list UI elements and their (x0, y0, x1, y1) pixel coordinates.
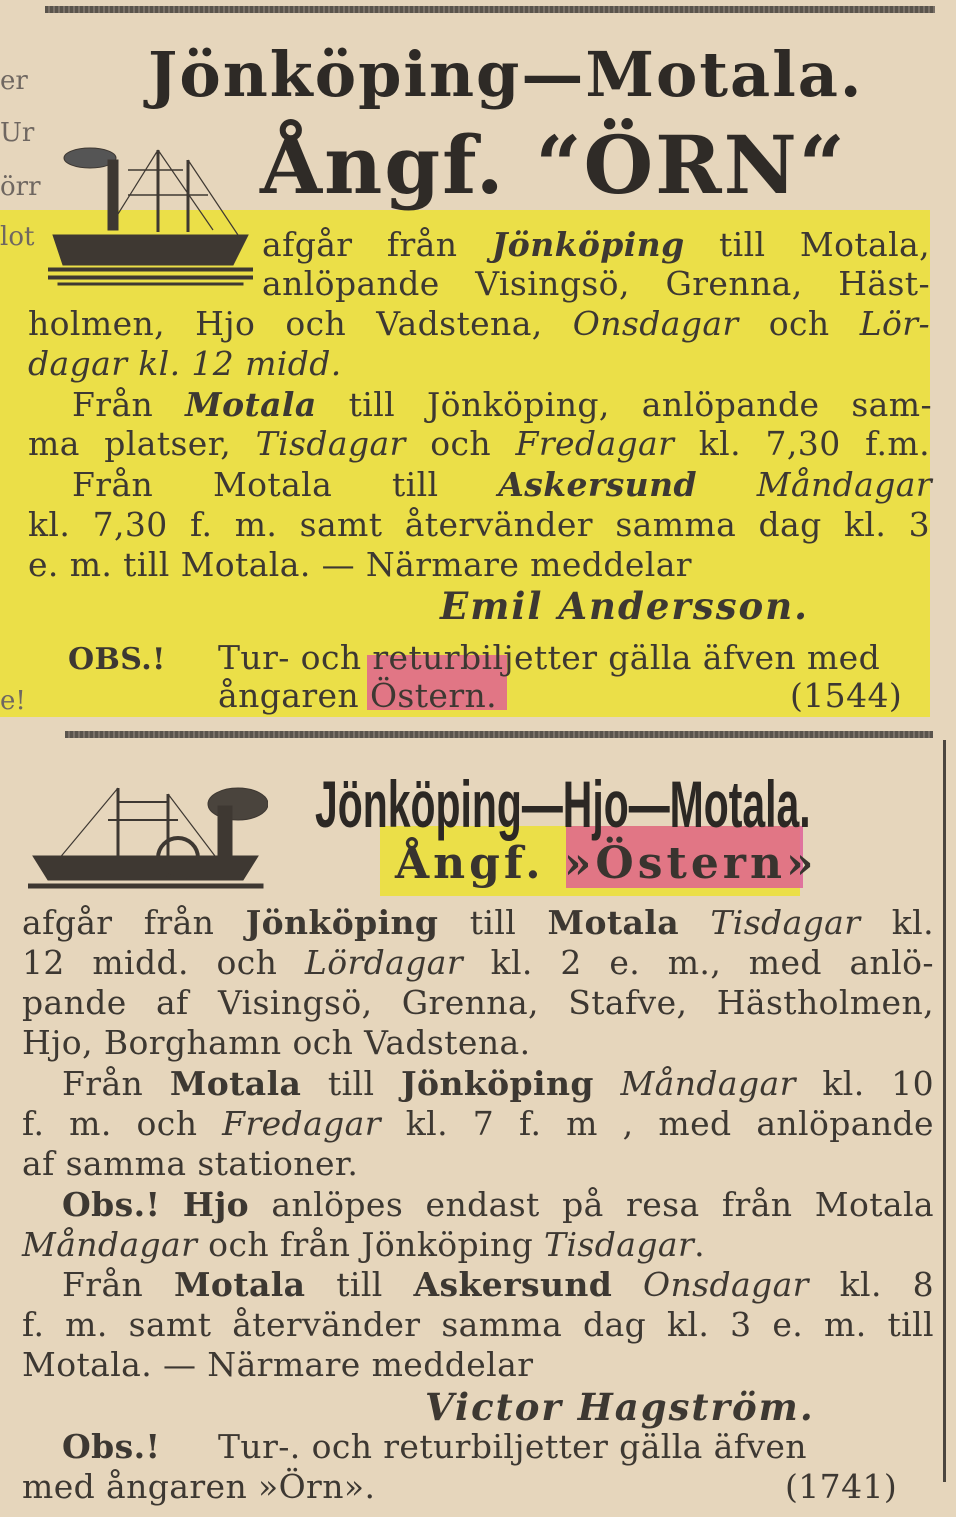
text-line (72, 385, 932, 425)
margin-fragment: örr (0, 172, 41, 202)
text-line (28, 304, 930, 344)
ad1-obs-text-2: ångaren Östern. (218, 676, 498, 715)
text-run: och (738, 304, 860, 343)
text-run: Motala. — Närmare meddelar (22, 1345, 534, 1384)
text-run: Hjo, Borghamn och Vadstena. (22, 1023, 531, 1062)
text-line (62, 1185, 934, 1225)
ad2-obs-label: Obs.! (62, 1427, 161, 1466)
text-run: Onsdagar (572, 304, 739, 343)
text-line (22, 1345, 533, 1385)
text-run: kl. 10 (795, 1064, 935, 1103)
steamship-icon (48, 140, 253, 290)
text-run: Lör- (859, 304, 930, 343)
text-run: Jönköping (491, 225, 685, 264)
text-run: afgår från (22, 903, 246, 942)
text-line (22, 943, 934, 983)
ad1-signature: Emil Andersson. (440, 584, 809, 628)
ad1-obs-text: Tur- och returbiljetter gälla äfven med (218, 638, 881, 677)
text-run: anlöpes endast på resa från Motala (249, 1185, 934, 1224)
text-run: pande af Visingsö, Grenna, Stafve, Hästholmen, (22, 983, 934, 1022)
text-run: Måndagar (22, 1225, 198, 1264)
ad2-ship-title: Ångf. »Östern» (395, 838, 818, 889)
ad1-ship-title: Ångf. “ÖRN“ (260, 118, 847, 212)
text-run: Motala (173, 1265, 306, 1304)
text-run (679, 903, 710, 942)
text-line (22, 1305, 934, 1345)
text-line (62, 1265, 934, 1305)
text-run: f. m. samt återvänder samma dag kl. 3 e. m. till (22, 1305, 934, 1344)
text-run: ma platser, (28, 424, 256, 463)
text-run: Från (62, 1265, 174, 1304)
text-run: dagar kl. 12 midd. (28, 344, 342, 383)
text-run: Måndagar (756, 465, 933, 504)
paddle-steamer-icon (28, 780, 268, 892)
text-run: holmen, Hjo och Vadstena, (28, 304, 573, 343)
ad1-obs-label: OBS.! (68, 642, 166, 677)
text-run: af samma stationer. (22, 1144, 359, 1183)
text-run: Fredagar (515, 424, 675, 463)
ad2-signature: Victor Hagström. (425, 1385, 815, 1429)
ad2-route-title: Jönköping—Hjo—Motala. (315, 767, 811, 841)
text-run: anlöpande Visingsö, Grenna, Häst- (262, 264, 930, 303)
text-run: och (405, 424, 516, 463)
text-run: Måndagar (620, 1064, 796, 1103)
text-run: kl. 7 f. m , med anlöpande (380, 1104, 934, 1143)
text-run: till (438, 903, 548, 942)
ad2-obs-text: Tur-. och returbiljetter gälla äfven (218, 1427, 807, 1466)
text-run: Tisdagar (255, 424, 406, 463)
margin-fragment: Ur (0, 118, 35, 148)
text-run: e. m. till Motala. — Närmare meddelar (28, 545, 692, 584)
text-run: Onsdagar (643, 1265, 809, 1304)
text-run: kl. 2 e. m., med anlö- (463, 943, 934, 982)
text-run: till Jönköping, anlöpande sam- (316, 385, 933, 424)
text-run: Från (62, 1064, 170, 1103)
text-run: Askersund (413, 1265, 613, 1304)
text-run: Motala (547, 903, 680, 942)
text-line (22, 1023, 530, 1063)
text-run: Jönköping (245, 903, 439, 942)
text-run: Fredagar (222, 1104, 381, 1143)
text-run: Från Motala till (72, 465, 499, 504)
text-line (262, 264, 930, 304)
text-run: Hjo (182, 1185, 250, 1224)
text-run (612, 1265, 643, 1304)
text-run: till (301, 1064, 402, 1103)
text-run: och från Jönköping (197, 1225, 545, 1264)
text-line (22, 1225, 705, 1265)
text-line (22, 903, 934, 943)
text-run: till (305, 1265, 414, 1304)
text-run: . (694, 1225, 706, 1264)
ad2-obs-text-2: med ångaren »Örn». (22, 1467, 376, 1506)
text-line (28, 424, 930, 464)
text-run: f. m. och (22, 1104, 223, 1143)
text-run: Jönköping (401, 1064, 594, 1103)
text-run: Tisdagar (710, 903, 861, 942)
text-run (594, 1064, 621, 1103)
text-line (28, 545, 692, 585)
text-run: Från (72, 385, 186, 424)
ad1-reference-number: (1544) (790, 676, 903, 715)
ad2-reference-number: (1741) (785, 1467, 898, 1506)
middle-rule (65, 731, 933, 738)
text-run: Tisdagar (544, 1225, 695, 1264)
text-run: kl. 8 (808, 1265, 935, 1304)
text-run: kl. 7,30 f.m. (674, 424, 930, 463)
margin-fragment: e! (0, 686, 26, 716)
text-run: Obs.! (62, 1185, 161, 1224)
text-run: Askersund (498, 465, 697, 504)
text-run: till Motala, (684, 225, 930, 264)
text-line (262, 225, 930, 265)
margin-fragment: er (0, 66, 28, 96)
text-line (62, 1064, 934, 1104)
text-run (160, 1185, 182, 1224)
text-line (28, 505, 930, 545)
text-run: afgår från (262, 225, 492, 264)
top-rule (45, 6, 935, 13)
text-line (72, 465, 932, 505)
text-line (22, 1144, 358, 1184)
text-line (22, 983, 934, 1023)
text-run (697, 465, 757, 504)
text-run: Motala (185, 385, 317, 424)
text-run: kl. 7,30 f. m. samt återvänder samma dag kl. 3 (28, 505, 930, 544)
text-run: Lördagar (304, 943, 464, 982)
right-column-rule (943, 740, 946, 1482)
text-run: Motala (169, 1064, 302, 1103)
ad1-route-title: Jönköping—Motala. (148, 38, 864, 111)
text-line (28, 344, 342, 384)
text-run: 12 midd. och (22, 943, 305, 982)
text-run: kl. (860, 903, 934, 942)
text-line (22, 1104, 934, 1144)
margin-fragment: lot (0, 222, 35, 252)
